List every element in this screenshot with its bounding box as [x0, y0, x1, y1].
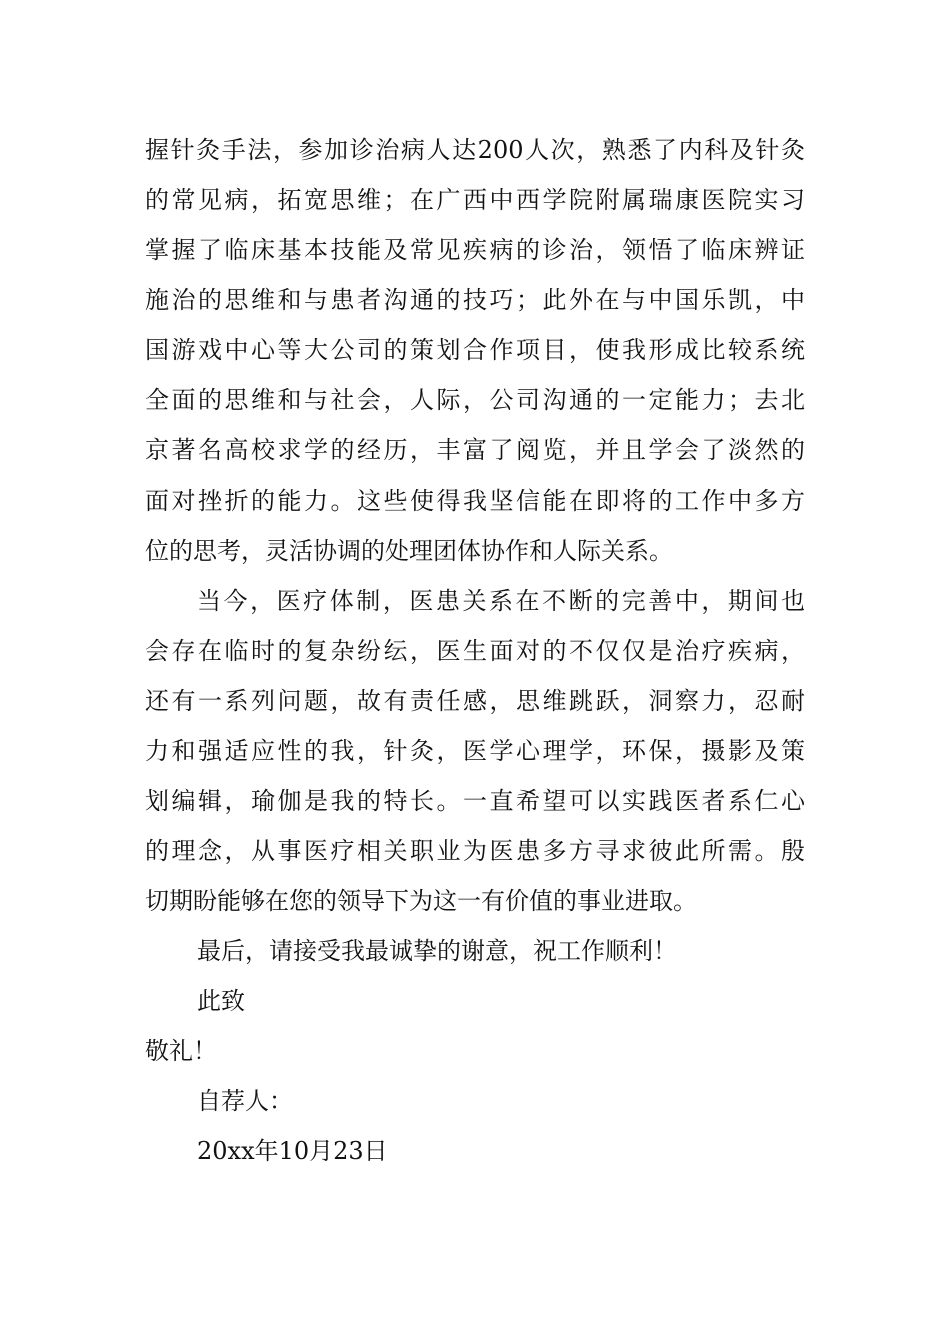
paragraph-2-line-1: 当今，医疗体制，医患关系在不断的完善中，期间也 [197, 587, 805, 615]
paragraph-2-line-2: 会存在临时的复杂纷纭，医生面对的不仅仅是治疗疾病， [145, 637, 805, 665]
paragraph-1-line-3: 掌握了临床基本技能及常见疾病的诊治，领悟了临床辨证 [145, 236, 805, 264]
paragraph-1-line-2: 的常见病，拓宽思维；在广西中西学院附属瑞康医院实习 [145, 186, 805, 214]
paragraph-1-line-8: 面对挫折的能力。这些使得我坚信能在即将的工作中多方 [145, 487, 805, 515]
paragraph-2-line-3: 还有一系列问题，故有责任感，思维跳跃，洞察力，忍耐 [145, 687, 805, 715]
date-line: 20xx年10月23日 [197, 1137, 388, 1165]
salutation-jingli: 敬礼！ [145, 1037, 217, 1065]
paragraph-2-line-6: 的理念，从事医疗相关职业为医患多方寻求彼此所需。殷 [145, 837, 805, 865]
paragraph-1-line-9: 位的思考，灵活协调的处理团体协作和人际关系。 [145, 537, 673, 565]
signature-label: 自荐人： [197, 1087, 293, 1115]
paragraph-1-line-4: 施治的思维和与患者沟通的技巧；此外在与中国乐凯，中 [145, 286, 805, 314]
closing-line: 最后，请接受我最诚挚的谢意，祝工作顺利！ [197, 937, 677, 965]
paragraph-1-line-5: 国游戏中心等大公司的策划合作项目，使我形成比较系统 [145, 336, 805, 364]
paragraph-1-line-6: 全面的思维和与社会，人际，公司沟通的一定能力；去北 [145, 386, 805, 414]
paragraph-1-line-7: 京著名高校求学的经历，丰富了阅览，并且学会了淡然的 [145, 436, 805, 464]
paragraph-2-line-5: 划编辑，瑜伽是我的特长。一直希望可以实践医者系仁心 [145, 787, 805, 815]
paragraph-1-line-1: 握针灸手法，参加诊治病人达200人次，熟悉了内科及针灸 [145, 136, 805, 164]
paragraph-2-line-4: 力和强适应性的我，针灸，医学心理学，环保，摄影及策 [145, 737, 805, 765]
salutation-cizhi: 此致 [197, 987, 245, 1015]
paragraph-2-line-7: 切期盼能够在您的领导下为这一有价值的事业进取。 [145, 887, 697, 915]
